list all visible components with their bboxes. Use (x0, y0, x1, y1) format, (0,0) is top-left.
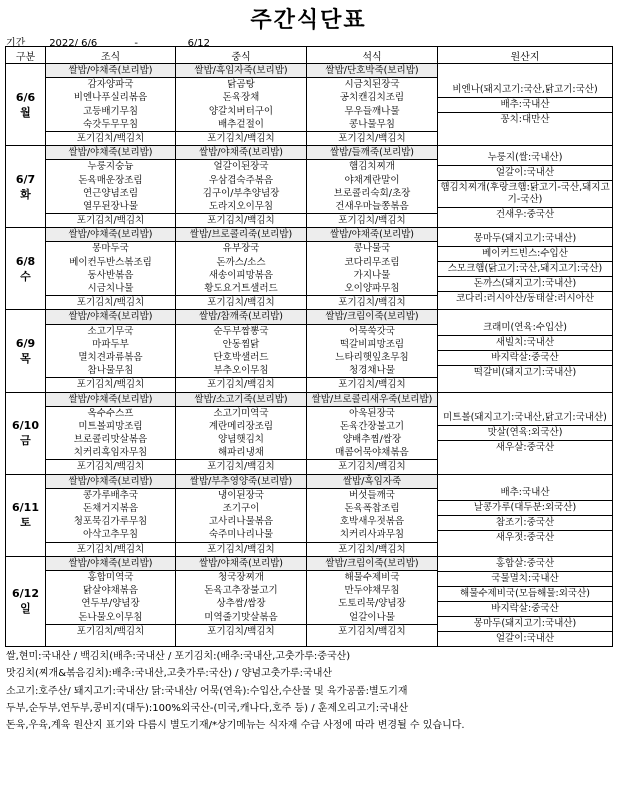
origin-item: 참조기:중국산 (438, 515, 612, 530)
menu-item: 돈육고추장불고기 (204, 585, 278, 597)
menu-item: 만두야채무침 (344, 585, 400, 597)
menu-item: 양갈치버터구이 (208, 105, 274, 117)
origin-item: 새빌치:국내산 (438, 335, 612, 350)
note-line: 맛김치(찌개&볶음김치):배추:국내산,고춧가루:국산) / 양념고춧가루:국내산 (6, 668, 333, 680)
origin-item: 크래미(연육:수입산) (482, 322, 568, 334)
menu-item: 쌀밥/참깨죽(보리밥) (176, 310, 306, 324)
day-label (6, 474, 46, 556)
table-header-row (6, 47, 613, 64)
menu-item: 아삭고추무침 (82, 529, 139, 541)
menu-item: 소고기미역국 (213, 407, 269, 419)
origin-item: 꽁치:대만산 (438, 112, 612, 127)
menu-item: 느타리햇잎초무침 (335, 351, 409, 363)
weekly-menu-table (5, 46, 613, 647)
day-weekday: 토 (20, 516, 31, 530)
header-category: 구분 (6, 47, 46, 64)
menu-item: 마파두부 (92, 338, 129, 350)
menu-item: 어묵쑥갓국 (349, 325, 395, 337)
menu-item: 오이양파무침 (344, 283, 400, 294)
menu-item: 포기김치/백김치 (176, 377, 306, 391)
note-line: 돈육,우육,계육 원산지 표기와 다름시 별도기재/*상기메뉴는 식자재 수급 사정에 따라 변경될 수 있습니다. (6, 720, 465, 732)
menu-item: 돈육매운장조림 (78, 174, 143, 186)
header-origin: 원산지 (438, 47, 613, 64)
menu-item: 포기김치/백김치 (307, 213, 437, 227)
menu-item: 돈까스/소스 (216, 256, 266, 268)
origin-item: 떡갈비(돼지고기:국내산) (438, 365, 612, 380)
menu-item: 연근양념조림 (82, 187, 139, 199)
day-label (6, 64, 46, 146)
origin-cell (438, 392, 613, 474)
menu-item: 포기김치/백김치 (307, 295, 437, 309)
menu-item: 쌀밥/야채죽(보리밥) (46, 393, 175, 407)
lunch-cell (176, 64, 307, 146)
dinner-cell (307, 474, 438, 556)
day-date: 6/12 (12, 587, 39, 601)
menu-item: 청경채나물 (349, 365, 395, 377)
menu-item: 홍합미역국 (87, 571, 134, 583)
note-line: 두부,순두부,연두부,콩비지(대두):100%외국산-(미국,캐나다,호주 등) / 훈제오리고기:국내산 (6, 702, 409, 714)
menu-item: 포기김치/백김치 (176, 131, 306, 145)
menu-item: 포기김치/백김치 (46, 131, 175, 145)
menu-item: 브로콜리숙회/초장 (333, 187, 411, 199)
menu-item: 쌀밥/야채죽(보리밥) (46, 557, 175, 571)
menu-item: 쌀밥/들깨죽(보리밥) (307, 146, 437, 160)
dinner-cell (307, 556, 438, 646)
menu-item: 고등배기무침 (82, 105, 139, 117)
origin-item: 새우살:중국산 (438, 440, 612, 455)
menu-item: 포기김치/백김치 (307, 459, 437, 473)
menu-item: 쌀밥/단호박죽(보리밥) (307, 64, 437, 78)
menu-item: 도토리묵/양념장 (338, 598, 406, 610)
menu-item: 고사리나물볶음 (208, 516, 274, 528)
menu-item: 쌀밥/야채죽(보리밥) (307, 228, 437, 242)
day-label (6, 556, 46, 646)
menu-item: 치커리사과무침 (339, 529, 405, 541)
origin-item: 몽마두(돼지고기:국내산) (438, 616, 612, 631)
menu-item: 햄김치찌개 (349, 161, 395, 173)
origin-item: 스모크햄(닭고기:국산,돼지고기:국산) (438, 261, 612, 276)
menu-item: 미트볼피망조림 (78, 420, 143, 432)
lunch-cell (176, 556, 307, 646)
menu-item: 쌀밥/야채죽(보리밥) (46, 64, 175, 78)
menu-item: 얼갈이나물 (349, 611, 395, 623)
menu-body (6, 64, 613, 647)
menu-item: 포기김치/백김치 (46, 213, 175, 227)
menu-item: 우삼겹숙주볶음 (208, 174, 274, 186)
dinner-cell (307, 310, 438, 392)
dinner-cell (307, 228, 438, 310)
origin-cell (438, 556, 613, 646)
menu-item: 콩가루배추국 (82, 489, 139, 501)
breakfast-cell (46, 310, 176, 392)
origin-item: 베이커드빈스:수입산 (438, 246, 612, 261)
menu-item: 닭살야채볶음 (82, 585, 139, 597)
day-label (6, 392, 46, 474)
origin-item: 새우젓:중국산 (438, 530, 612, 545)
day-weekday: 수 (20, 269, 31, 283)
day-date: 6/11 (12, 501, 39, 515)
menu-item: 조기구이 (222, 503, 260, 514)
menu-item: 베이컨두반스볶조림 (69, 256, 152, 268)
menu-item: 치커리흑임자무침 (73, 447, 148, 459)
day-row (6, 474, 613, 556)
menu-item: 포기김치/백김치 (307, 377, 437, 391)
menu-item: 동사반볶음 (87, 269, 134, 281)
menu-item: 돈육간장불고기 (339, 420, 405, 432)
menu-item: 얼갈이된장국 (213, 161, 269, 173)
lunch-cell (176, 474, 307, 556)
menu-item: 돈채거지볶음 (82, 503, 139, 514)
menu-item: 쌀밥/야채죽(보리밥) (176, 146, 306, 160)
period-label: 기간 (6, 38, 26, 49)
menu-item: 누룽지숭늉 (87, 161, 134, 173)
menu-item: 김구이/부추양념장 (202, 187, 280, 199)
menu-item: 숙주미나리나물 (208, 529, 274, 541)
day-weekday: 목 (20, 351, 31, 365)
origin-notes (6, 648, 612, 734)
day-row (6, 556, 613, 646)
origin-item: 누룽지(쌀:국내산) (487, 152, 563, 164)
menu-item: 쌀밥/부추영양죽(보리밥) (176, 475, 306, 489)
menu-item: 멸치견과류볶음 (78, 351, 143, 363)
day-label (6, 310, 46, 392)
origin-item: 날콩가루(대두분:외국산) (438, 500, 612, 515)
menu-item: 포기김치/백김치 (176, 624, 306, 638)
menu-item: 공치캔김치조림 (339, 92, 405, 104)
menu-item: 포기김치/백김치 (176, 295, 306, 309)
menu-item: 청포묵김가루무침 (73, 516, 148, 528)
menu-item: 쌀밥/크림이죽(보리밥) (307, 310, 437, 324)
menu-item: 부추오이무침 (213, 365, 269, 377)
origin-cell (438, 228, 613, 310)
menu-item: 냉이된장국 (218, 489, 264, 501)
menu-item: 청국장찌개 (218, 571, 264, 583)
day-row (6, 392, 613, 474)
breakfast-cell (46, 64, 176, 146)
menu-item: 양념햇김치 (218, 434, 264, 446)
menu-item: 포기김치/백김치 (307, 542, 437, 556)
origin-item: 건새우:중국산 (438, 207, 612, 222)
origin-item: 바지락살:중국산 (438, 601, 612, 616)
menu-item: 버섯들깨국 (349, 489, 395, 501)
period-end: 6/12 (187, 38, 211, 49)
lunch-cell (176, 392, 307, 474)
note-line: 소고기:호주산/ 돼지고기:국내산/ 닭:국내산/ 어묵(연육):수입산,수산물 및 육가공품:별도기재 (6, 685, 408, 697)
menu-item: 쌀밥/흑임자죽 (307, 475, 437, 489)
origin-item: 바지락살:중국산 (438, 350, 612, 365)
header-dinner: 석식 (307, 47, 438, 64)
day-date: 6/6 (15, 90, 36, 104)
lunch-cell (176, 228, 307, 310)
menu-item: 황도요거트샐러드 (204, 283, 278, 294)
lunch-cell (176, 146, 307, 228)
origin-item: 얼갈이:국내산 (438, 165, 612, 180)
origin-item: 배추:국내산 (500, 486, 550, 498)
origin-item: 국물멸치:국내산 (438, 571, 612, 586)
menu-item: 숙갓두무무침 (82, 118, 139, 130)
menu-item: 콩나물국 (353, 243, 391, 255)
menu-item: 떡갈비피망조림 (339, 338, 405, 350)
menu-item: 안동찜닭 (222, 338, 260, 350)
menu-item: 돈육장채 (222, 92, 260, 104)
menu-item: 해물수제비국 (344, 571, 400, 583)
menu-item: 쌀밥/크림이죽(보리밥) (307, 557, 437, 571)
origin-cell (438, 146, 613, 228)
menu-item: 미역줄기맛살볶음 (204, 611, 278, 623)
origin-item: 미트볼(돼지고기:국내산,닭고기:국내산) (443, 412, 607, 424)
menu-item: 참나물무침 (87, 365, 134, 377)
origin-item: 몽마두(돼지고기:국내산) (473, 232, 577, 244)
menu-item: 연두부/양념장 (81, 598, 140, 610)
menu-item: 시금치나물 (87, 283, 134, 294)
day-date: 6/10 (12, 419, 39, 433)
menu-item: 포기김치/백김치 (176, 213, 306, 227)
menu-item: 쌀밥/야채죽(보리밥) (46, 310, 175, 324)
menu-item: 시금치된장국 (344, 79, 400, 91)
menu-item: 포기김치/백김치 (46, 542, 175, 556)
day-label (6, 228, 46, 310)
menu-item: 가지나물 (353, 269, 391, 281)
menu-item: 쌀밥/브로콜리새우죽(보리밥) (307, 393, 437, 407)
origin-item: 배추:국내산 (438, 97, 612, 112)
origin-item: 비엔나(돼지고기:국산,닭고기:국산) (452, 83, 598, 95)
menu-item: 배추겉절이 (218, 118, 264, 130)
menu-item: 계란메리장조림 (208, 420, 274, 432)
menu-item: 몽마두국 (92, 243, 129, 255)
menu-item: 쌀밥/야채죽(보리밥) (176, 557, 306, 571)
period-start: 2022/ 6/6 (49, 38, 98, 49)
menu-item: 건새우마늘쫑볶음 (335, 200, 409, 212)
lunch-cell (176, 310, 307, 392)
breakfast-cell (46, 228, 176, 310)
origin-item: 코다리:러시아산/동태살:러시아산 (438, 291, 612, 306)
day-label (6, 146, 46, 228)
breakfast-cell (46, 474, 176, 556)
menu-item: 돈나물오이무침 (78, 611, 143, 623)
menu-item: 도라지오이무침 (208, 200, 274, 212)
note-line: 쌀,현미:국내산 / 백김치(배추:국내산 / 포기김치:(배추:국내산,고춧가루:중국산) (6, 651, 351, 662)
origin-cell (438, 474, 613, 556)
day-weekday: 화 (20, 187, 31, 201)
menu-item: 양배추찜/쌈장 (342, 434, 402, 446)
origin-cell (438, 64, 613, 146)
origin-item: 햄김치찌개(후랑크햄:닭고기-국산,돼지고기-국산) (438, 180, 612, 207)
menu-item: 소고기무국 (87, 325, 134, 337)
header-breakfast: 조식 (46, 47, 176, 64)
origin-item: 돈까스(돼지고기:국내산) (438, 276, 612, 291)
menu-item: 브로콜리맛살볶음 (73, 434, 148, 446)
menu-item: 쌀밥/야채죽(보리밥) (46, 475, 175, 489)
menu-item: 포기김치/백김치 (307, 131, 437, 145)
breakfast-cell (46, 392, 176, 474)
origin-item: 해물수제비국(모듬해물:외국산) (438, 586, 612, 601)
menu-item: 감자양파국 (87, 79, 134, 91)
dinner-cell (307, 392, 438, 474)
day-row (6, 310, 613, 392)
menu-item: 포기김치/백김치 (46, 295, 175, 309)
menu-item: 야채계란말이 (344, 174, 400, 186)
menu-item: 포기김치/백김치 (176, 459, 306, 473)
menu-item: 포기김치/백김치 (46, 459, 175, 473)
menu-item: 돈육폭찹조림 (344, 503, 400, 514)
period-dash: - (134, 38, 138, 49)
menu-item: 옥수수스프 (87, 407, 134, 419)
origin-cell (438, 310, 613, 392)
menu-item: 해파리냉채 (218, 447, 264, 459)
day-row (6, 146, 613, 228)
day-weekday: 금 (20, 434, 31, 448)
menu-item: 유부장국 (222, 243, 260, 255)
menu-item: 쌀밥/야채죽(보리밥) (46, 146, 175, 160)
menu-item: 포기김치/백김치 (46, 377, 175, 391)
menu-item: 쌀밥/소고기죽(보리밥) (176, 393, 306, 407)
breakfast-cell (46, 146, 176, 228)
menu-item: 포기김치/백김치 (307, 624, 437, 638)
menu-item: 열무된장나물 (82, 200, 139, 212)
menu-item: 호박새우젓볶음 (339, 516, 405, 528)
day-date: 6/7 (15, 172, 36, 186)
menu-item: 비엔나푸실리볶음 (73, 92, 148, 104)
day-row (6, 228, 613, 310)
origin-item: 맛살(연육:외국산) (438, 425, 612, 440)
menu-item: 매콤어묵야채볶음 (335, 447, 409, 459)
menu-item: 무우들깨나물 (344, 105, 400, 117)
menu-item: 쌀밥/흑임자죽(보리밥) (176, 64, 306, 78)
dinner-cell (307, 64, 438, 146)
origin-item: 홍합살:중국산 (495, 557, 555, 569)
menu-item: 포기김치/백김치 (46, 624, 175, 638)
day-weekday: 월 (20, 105, 31, 119)
header-lunch: 중식 (176, 47, 307, 64)
menu-item: 순두부짬뽕국 (213, 325, 269, 337)
menu-item: 포기김치/백김치 (176, 542, 306, 556)
menu-item: 새송이피망볶음 (208, 269, 274, 281)
origin-item: 얼갈이:국내산 (438, 631, 612, 646)
day-date: 6/9 (15, 336, 36, 350)
day-weekday: 일 (20, 602, 31, 616)
menu-item: 쌀밥/야채죽(보리밥) (46, 228, 175, 242)
menu-item: 아욱된장국 (349, 407, 395, 419)
day-row (6, 64, 613, 146)
menu-item: 상추쌈/쌈장 (216, 598, 266, 610)
menu-item: 쌀밥/브로콜리죽(보리밥) (176, 228, 306, 242)
breakfast-cell (46, 556, 176, 646)
dinner-cell (307, 146, 438, 228)
menu-item: 단호박샐러드 (213, 351, 269, 363)
day-date: 6/8 (15, 254, 36, 268)
menu-item: 코다리무조림 (344, 256, 400, 268)
page-title: 주간식단표 (250, 8, 367, 33)
menu-item: 닭곰탕 (227, 79, 255, 91)
menu-item: 콩나물무침 (349, 118, 395, 130)
